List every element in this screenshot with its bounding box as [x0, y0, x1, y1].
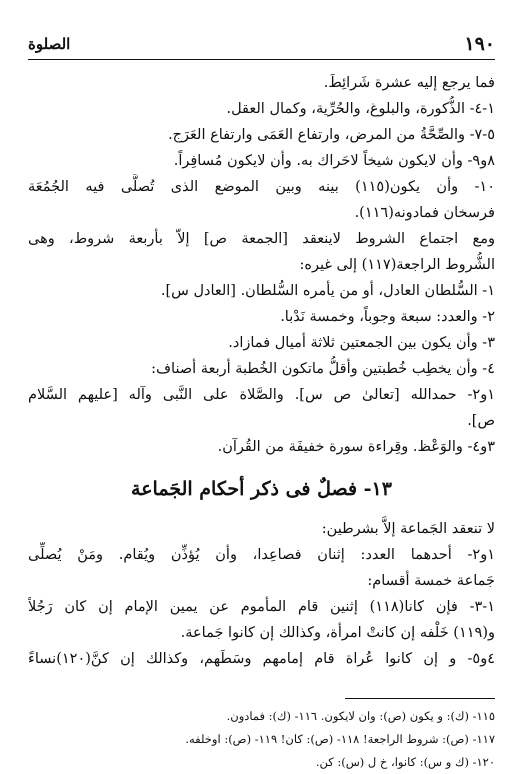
text-line: ٢- والعدد: سبعة وجوباً، وخمسة نَدْبا.: [280, 309, 495, 325]
text-line: ٤- وأن يخطِب خُطبتين وأقلُّ ماتكون الخُطبة أربعة أصناف:: [151, 361, 495, 377]
section-text: [28, 516, 495, 672]
text-line: ٨و٩- وأن لايكون شيخاً لاحَراك به. وأن لايكون مُسافِراً.: [173, 153, 495, 169]
text-line: الشُّروط الراجعة(١١٧) إلى غيره:: [299, 257, 495, 273]
text-line: ١٠- وأن يكون(١١٥) بينه وبين الموضع الذى تُصلَّى فيه الجُمُعَة: [28, 179, 495, 195]
text-line: جَماعة خمسة أقسام:: [367, 573, 495, 589]
main-text: [28, 70, 495, 460]
text-line: ١- السُّلطان العادل، أو من يأمره السُّلطان. [العادل س].: [160, 283, 495, 299]
text-line: ٣- وأن يكون بين الجمعتين ثلاثة أميال فمازاد.: [228, 335, 495, 351]
text-line: فما يرجع إليه عشرة شَرائِطَ.: [323, 75, 495, 91]
section-heading: ١٣- فصلٌ فى ذكر أحكام الجَماعة: [131, 478, 392, 500]
text-line: ١-٣- فإن كانا(١١٨) إثنين قام المأموم عن يمين الإمام إن كان رَجُلاً: [28, 599, 495, 615]
page-number: ١٩٠: [464, 33, 495, 55]
text-line: و(١١٩) خَلْفه إن كانتْ امرأة، وكذالك إن كانوا جَماعة.: [180, 625, 495, 641]
footnote-line: ١١٧- (ص): شروط الراجعة! ١١٨- (ص): كان! ١١٩- (ص): اوخلفه.: [185, 732, 495, 746]
text-line: ٤و٥- و إن كانوا عُراة قام إمامهم وسَطَهم، وكذالك إن كنَّ(١٢٠)نساءً: [28, 651, 495, 667]
footnote-divider: [345, 698, 495, 699]
text-line: لا تنعقد الجَماعة إلاَّ بشرطين:: [321, 521, 495, 537]
text-line: ١و٢- أحدهما العدد: إثنان فصاعِدا، وأن يُؤذِّن ويُقام. ومَنْ يُصلِّى: [28, 547, 495, 563]
text-line: ١-٤- الذُّكورة، والبلوغ، والحُرِّية، وكمال العقل.: [226, 101, 495, 117]
footnote-line: ١١٥- (ك): و يكون (ص): وان لايكون. ١١٦- (ك): فمادون.: [226, 709, 495, 723]
text-line: ٥-٧- والصِّحَّةُ من المرض، وارتفاع العَمَى وارتفاع العَرَج.: [168, 127, 495, 143]
text-line: ص].: [467, 413, 495, 429]
text-line: فرسخان فمادونه(١١٦).: [354, 205, 495, 221]
text-line: ١و٢- حمدالله [تعالىٰ ص س]. والصَّلاة على النَّبى وآله [عليهم السَّلام: [28, 387, 495, 403]
footnotes: [28, 705, 495, 774]
page-header: [28, 34, 495, 60]
text-line: ٣و٤- والوَعْظ. وقِراءة سورة خفيفَة من القُرآن.: [217, 439, 495, 455]
footnote-line: ١٢٠- (ك و س): كانوا، خ ل (س): كن.: [315, 755, 495, 769]
running-title: الصلوة: [28, 35, 71, 53]
text-line: ومع اجتماع الشروط لاينعقد [الجمعة ص] إلاّ بأربعة شروط، وهى: [28, 231, 495, 247]
